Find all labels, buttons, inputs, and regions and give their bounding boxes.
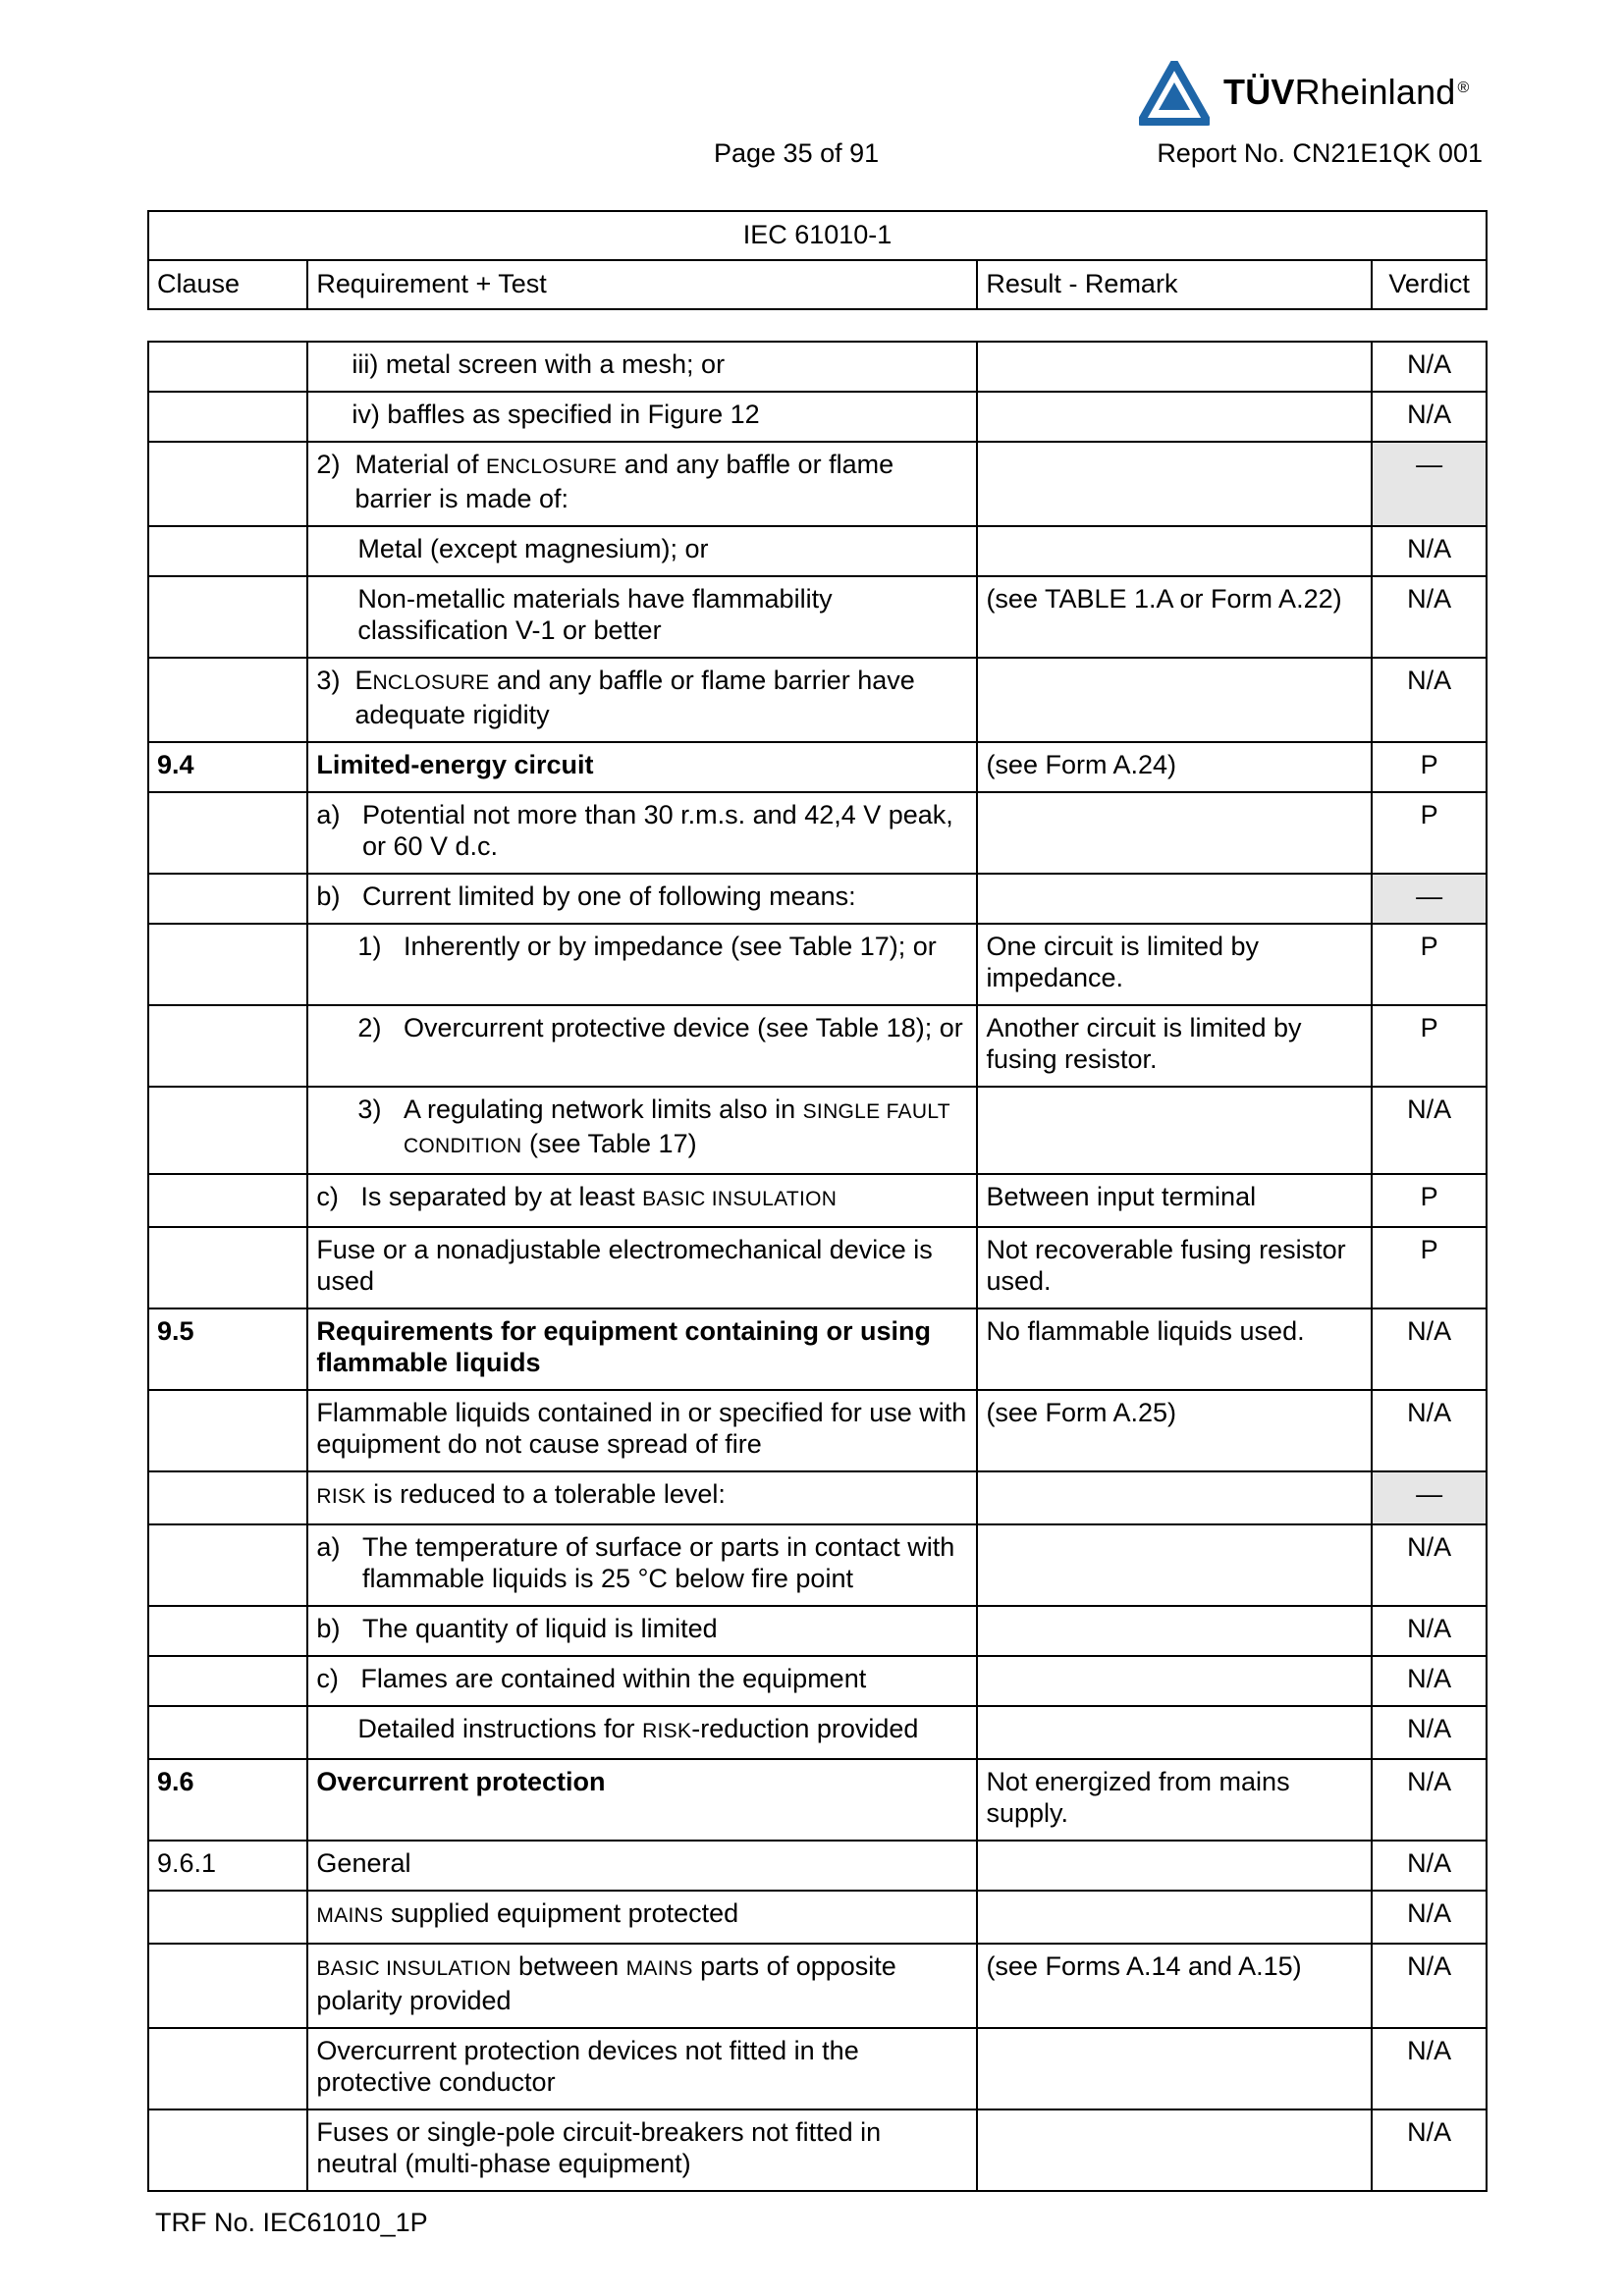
clause-cell bbox=[148, 2109, 307, 2191]
column-header-result: Result - Remark bbox=[977, 260, 1372, 309]
clause-table bbox=[147, 341, 1488, 2192]
requirement-cell: RISK is reduced to a tolerable level: bbox=[307, 1471, 977, 1524]
table-row bbox=[148, 658, 1487, 742]
verdict-cell: N/A bbox=[1372, 1944, 1487, 2028]
table-row bbox=[148, 1308, 1487, 1390]
result-cell: One circuit is limited by impedance. bbox=[977, 924, 1372, 1005]
result-cell bbox=[977, 1524, 1372, 1606]
result-cell bbox=[977, 1656, 1372, 1706]
column-header-verdict: Verdict bbox=[1372, 260, 1487, 309]
result-cell: (see TABLE 1.A or Form A.22) bbox=[977, 576, 1372, 658]
verdict-cell: P bbox=[1372, 792, 1487, 874]
requirement-cell bbox=[307, 392, 977, 442]
item-label: b) bbox=[316, 881, 362, 911]
requirement-cell: Flammable liquids contained in or specified for use with equipment do not cause spread of fire bbox=[307, 1390, 977, 1471]
result-cell bbox=[977, 2109, 1372, 2191]
tuv-rheinland-logo bbox=[1139, 61, 1492, 126]
clause-cell: 9.6.1 bbox=[148, 1841, 307, 1891]
table-header bbox=[147, 210, 1488, 310]
logo-wordmark: TÜVRheinland ® bbox=[1223, 72, 1470, 112]
column-header-requirement: Requirement + Test bbox=[307, 260, 977, 309]
clause-cell: 9.6 bbox=[148, 1759, 307, 1841]
table-row bbox=[148, 1656, 1487, 1706]
clause-cell bbox=[148, 1227, 307, 1308]
item-label: 3) bbox=[357, 1095, 404, 1124]
requirement-cell: Limited-energy circuit bbox=[307, 742, 977, 792]
result-cell bbox=[977, 1706, 1372, 1759]
clause-cell bbox=[148, 1524, 307, 1606]
result-cell: Not energized from mains supply. bbox=[977, 1759, 1372, 1841]
table-row bbox=[148, 1841, 1487, 1891]
requirement-cell: Overcurrent protection bbox=[307, 1759, 977, 1841]
result-cell bbox=[977, 526, 1372, 576]
item-label: c) bbox=[316, 1182, 361, 1211]
clause-cell bbox=[148, 874, 307, 924]
table-row bbox=[148, 924, 1487, 1005]
requirement-cell: BASIC INSULATION between MAINS parts of opposite polarity provided bbox=[307, 1944, 977, 2028]
table-row bbox=[148, 1227, 1487, 1308]
clause-cell bbox=[148, 1891, 307, 1944]
item-label: c) bbox=[316, 1664, 361, 1693]
result-cell bbox=[977, 1841, 1372, 1891]
verdict-cell: N/A bbox=[1372, 1891, 1487, 1944]
verdict-cell: — bbox=[1372, 442, 1487, 526]
item-label: b) bbox=[316, 1614, 362, 1643]
clause-cell bbox=[148, 392, 307, 442]
requirement-cell bbox=[307, 1174, 977, 1227]
clause-cell bbox=[148, 576, 307, 658]
requirement-cell: Detailed instructions for RISK-reduction provided bbox=[307, 1706, 977, 1759]
requirement-cell: Requirements for equipment containing or using flammable liquids bbox=[307, 1308, 977, 1390]
result-cell: Between input terminal bbox=[977, 1174, 1372, 1227]
requirement-text: Current limited by one of following means: bbox=[361, 881, 856, 911]
verdict-cell: N/A bbox=[1372, 1606, 1487, 1656]
verdict-cell: N/A bbox=[1372, 2028, 1487, 2109]
result-cell: (see Form A.25) bbox=[977, 1390, 1372, 1471]
verdict-cell: N/A bbox=[1372, 1087, 1487, 1174]
result-cell: (see Form A.24) bbox=[977, 742, 1372, 792]
table-row bbox=[148, 874, 1487, 924]
result-cell bbox=[977, 342, 1372, 392]
table-row bbox=[148, 1524, 1487, 1606]
requirement-text: The quantity of liquid is limited bbox=[361, 1614, 718, 1643]
requirement-text: Inherently or by impedance (see Table 17); or bbox=[403, 932, 937, 961]
verdict-cell: P bbox=[1372, 742, 1487, 792]
verdict-cell: P bbox=[1372, 1174, 1487, 1227]
requirement-text: Is separated by at least BASIC INSULATION bbox=[360, 1182, 838, 1211]
table-row bbox=[148, 1891, 1487, 1944]
verdict-cell: P bbox=[1372, 1005, 1487, 1087]
table-row bbox=[148, 1087, 1487, 1174]
verdict-cell: N/A bbox=[1372, 1841, 1487, 1891]
report-number: Report No. CN21E1QK 001 bbox=[1157, 138, 1483, 168]
requirement-cell bbox=[307, 792, 977, 874]
table-row bbox=[148, 2028, 1487, 2109]
requirement-cell: Fuses or single-pole circuit-breakers not fitted in neutral (multi-phase equipment) bbox=[307, 2109, 977, 2191]
table-row bbox=[148, 742, 1487, 792]
requirement-text: ENCLOSURE and any baffle or flame barrier have adequate rigidity bbox=[354, 666, 915, 729]
table-row bbox=[148, 1706, 1487, 1759]
result-cell: No flammable liquids used. bbox=[977, 1308, 1372, 1390]
item-label: iv) bbox=[352, 400, 388, 429]
table-row bbox=[148, 526, 1487, 576]
table-row bbox=[148, 576, 1487, 658]
verdict-cell: P bbox=[1372, 924, 1487, 1005]
clause-cell bbox=[148, 1471, 307, 1524]
result-cell: (see Forms A.14 and A.15) bbox=[977, 1944, 1372, 2028]
table-row bbox=[148, 392, 1487, 442]
requirement-cell bbox=[307, 442, 977, 526]
requirement-cell bbox=[307, 658, 977, 742]
verdict-cell: N/A bbox=[1372, 658, 1487, 742]
requirement-cell: General bbox=[307, 1841, 977, 1891]
requirement-cell bbox=[307, 1656, 977, 1706]
requirement-cell: Non-metallic materials have flammability classification V-1 or better bbox=[307, 576, 977, 658]
page-number: Page 35 of 91 bbox=[714, 138, 880, 168]
verdict-cell: — bbox=[1372, 874, 1487, 924]
item-label: a) bbox=[316, 1532, 362, 1562]
requirement-cell bbox=[307, 1606, 977, 1656]
requirement-text: baffles as specified in Figure 12 bbox=[387, 400, 760, 429]
item-label: 3) bbox=[316, 666, 355, 695]
result-cell: Not recoverable fusing resistor used. bbox=[977, 1227, 1372, 1308]
result-cell: Another circuit is limited by fusing resistor. bbox=[977, 1005, 1372, 1087]
verdict-cell: N/A bbox=[1372, 1706, 1487, 1759]
clause-cell: 9.5 bbox=[148, 1308, 307, 1390]
verdict-cell: — bbox=[1372, 1471, 1487, 1524]
column-header-clause: Clause bbox=[148, 260, 307, 309]
verdict-cell: N/A bbox=[1372, 1308, 1487, 1390]
requirement-cell bbox=[307, 342, 977, 392]
requirement-cell bbox=[307, 874, 977, 924]
requirement-text: The temperature of surface or parts in contact with flammable liquids is 25 °C below fire point bbox=[361, 1532, 955, 1593]
result-cell bbox=[977, 442, 1372, 526]
requirement-cell: Overcurrent protection devices not fitted in the protective conductor bbox=[307, 2028, 977, 2109]
result-cell bbox=[977, 1891, 1372, 1944]
trf-number: TRF No. IEC61010_1P bbox=[155, 2208, 428, 2237]
clause-cell bbox=[148, 658, 307, 742]
item-label: 2) bbox=[357, 1013, 404, 1042]
table-row bbox=[148, 1944, 1487, 2028]
clause-cell bbox=[148, 442, 307, 526]
requirement-cell bbox=[307, 924, 977, 1005]
clause-cell bbox=[148, 1706, 307, 1759]
table-row bbox=[148, 1606, 1487, 1656]
requirement-text: Potential not more than 30 r.m.s. and 42,4 V peak, or 60 V d.c. bbox=[361, 800, 953, 861]
verdict-cell: N/A bbox=[1372, 342, 1487, 392]
clause-cell bbox=[148, 792, 307, 874]
clause-cell bbox=[148, 526, 307, 576]
verdict-cell: P bbox=[1372, 1227, 1487, 1308]
clause-cell bbox=[148, 1390, 307, 1471]
requirement-text: Overcurrent protective device (see Table 18); or bbox=[403, 1013, 963, 1042]
requirement-cell bbox=[307, 1087, 977, 1174]
verdict-cell: N/A bbox=[1372, 526, 1487, 576]
requirement-cell: Fuse or a nonadjustable electromechanical device is used bbox=[307, 1227, 977, 1308]
standard-title: IEC 61010-1 bbox=[148, 211, 1487, 260]
clause-cell bbox=[148, 1944, 307, 2028]
clause-cell bbox=[148, 1087, 307, 1174]
table-row bbox=[148, 792, 1487, 874]
tuv-triangle-logo-icon bbox=[1139, 61, 1210, 126]
table-row bbox=[148, 1390, 1487, 1471]
result-cell bbox=[977, 2028, 1372, 2109]
requirement-text: Material of ENCLOSURE and any baffle or flame barrier is made of: bbox=[354, 450, 894, 513]
result-cell bbox=[977, 792, 1372, 874]
table-row bbox=[148, 442, 1487, 526]
result-cell bbox=[977, 1087, 1372, 1174]
verdict-cell: N/A bbox=[1372, 1390, 1487, 1471]
clause-cell bbox=[148, 342, 307, 392]
requirement-cell bbox=[307, 1005, 977, 1087]
clause-cell bbox=[148, 924, 307, 1005]
table-row bbox=[148, 1174, 1487, 1227]
verdict-cell: N/A bbox=[1372, 576, 1487, 658]
clause-cell: 9.4 bbox=[148, 742, 307, 792]
table-row bbox=[148, 1471, 1487, 1524]
clause-cell bbox=[148, 1174, 307, 1227]
verdict-cell: N/A bbox=[1372, 1759, 1487, 1841]
requirement-cell: Metal (except magnesium); or bbox=[307, 526, 977, 576]
clause-cell bbox=[148, 2028, 307, 2109]
result-cell bbox=[977, 874, 1372, 924]
verdict-cell: N/A bbox=[1372, 1656, 1487, 1706]
item-label: 2) bbox=[316, 450, 355, 479]
item-label: a) bbox=[316, 800, 362, 829]
result-cell bbox=[977, 658, 1372, 742]
table-row bbox=[148, 1005, 1487, 1087]
requirement-text: A regulating network limits also in SINGLE FAULT CONDITION (see Table 17) bbox=[403, 1095, 950, 1158]
result-cell bbox=[977, 392, 1372, 442]
result-cell bbox=[977, 1471, 1372, 1524]
clause-cell bbox=[148, 1005, 307, 1087]
table-row bbox=[148, 1759, 1487, 1841]
requirement-text: metal screen with a mesh; or bbox=[385, 349, 726, 379]
item-label: iii) bbox=[352, 349, 386, 379]
requirement-text: Flames are contained within the equipment bbox=[360, 1664, 867, 1693]
requirement-cell: MAINS supplied equipment protected bbox=[307, 1891, 977, 1944]
requirement-cell bbox=[307, 1524, 977, 1606]
table-row bbox=[148, 342, 1487, 392]
result-cell bbox=[977, 1606, 1372, 1656]
clause-cell bbox=[148, 1656, 307, 1706]
item-label: 1) bbox=[357, 932, 404, 961]
clause-cell bbox=[148, 1606, 307, 1656]
verdict-cell: N/A bbox=[1372, 2109, 1487, 2191]
verdict-cell: N/A bbox=[1372, 392, 1487, 442]
table-row bbox=[148, 2109, 1487, 2191]
verdict-cell: N/A bbox=[1372, 1524, 1487, 1606]
